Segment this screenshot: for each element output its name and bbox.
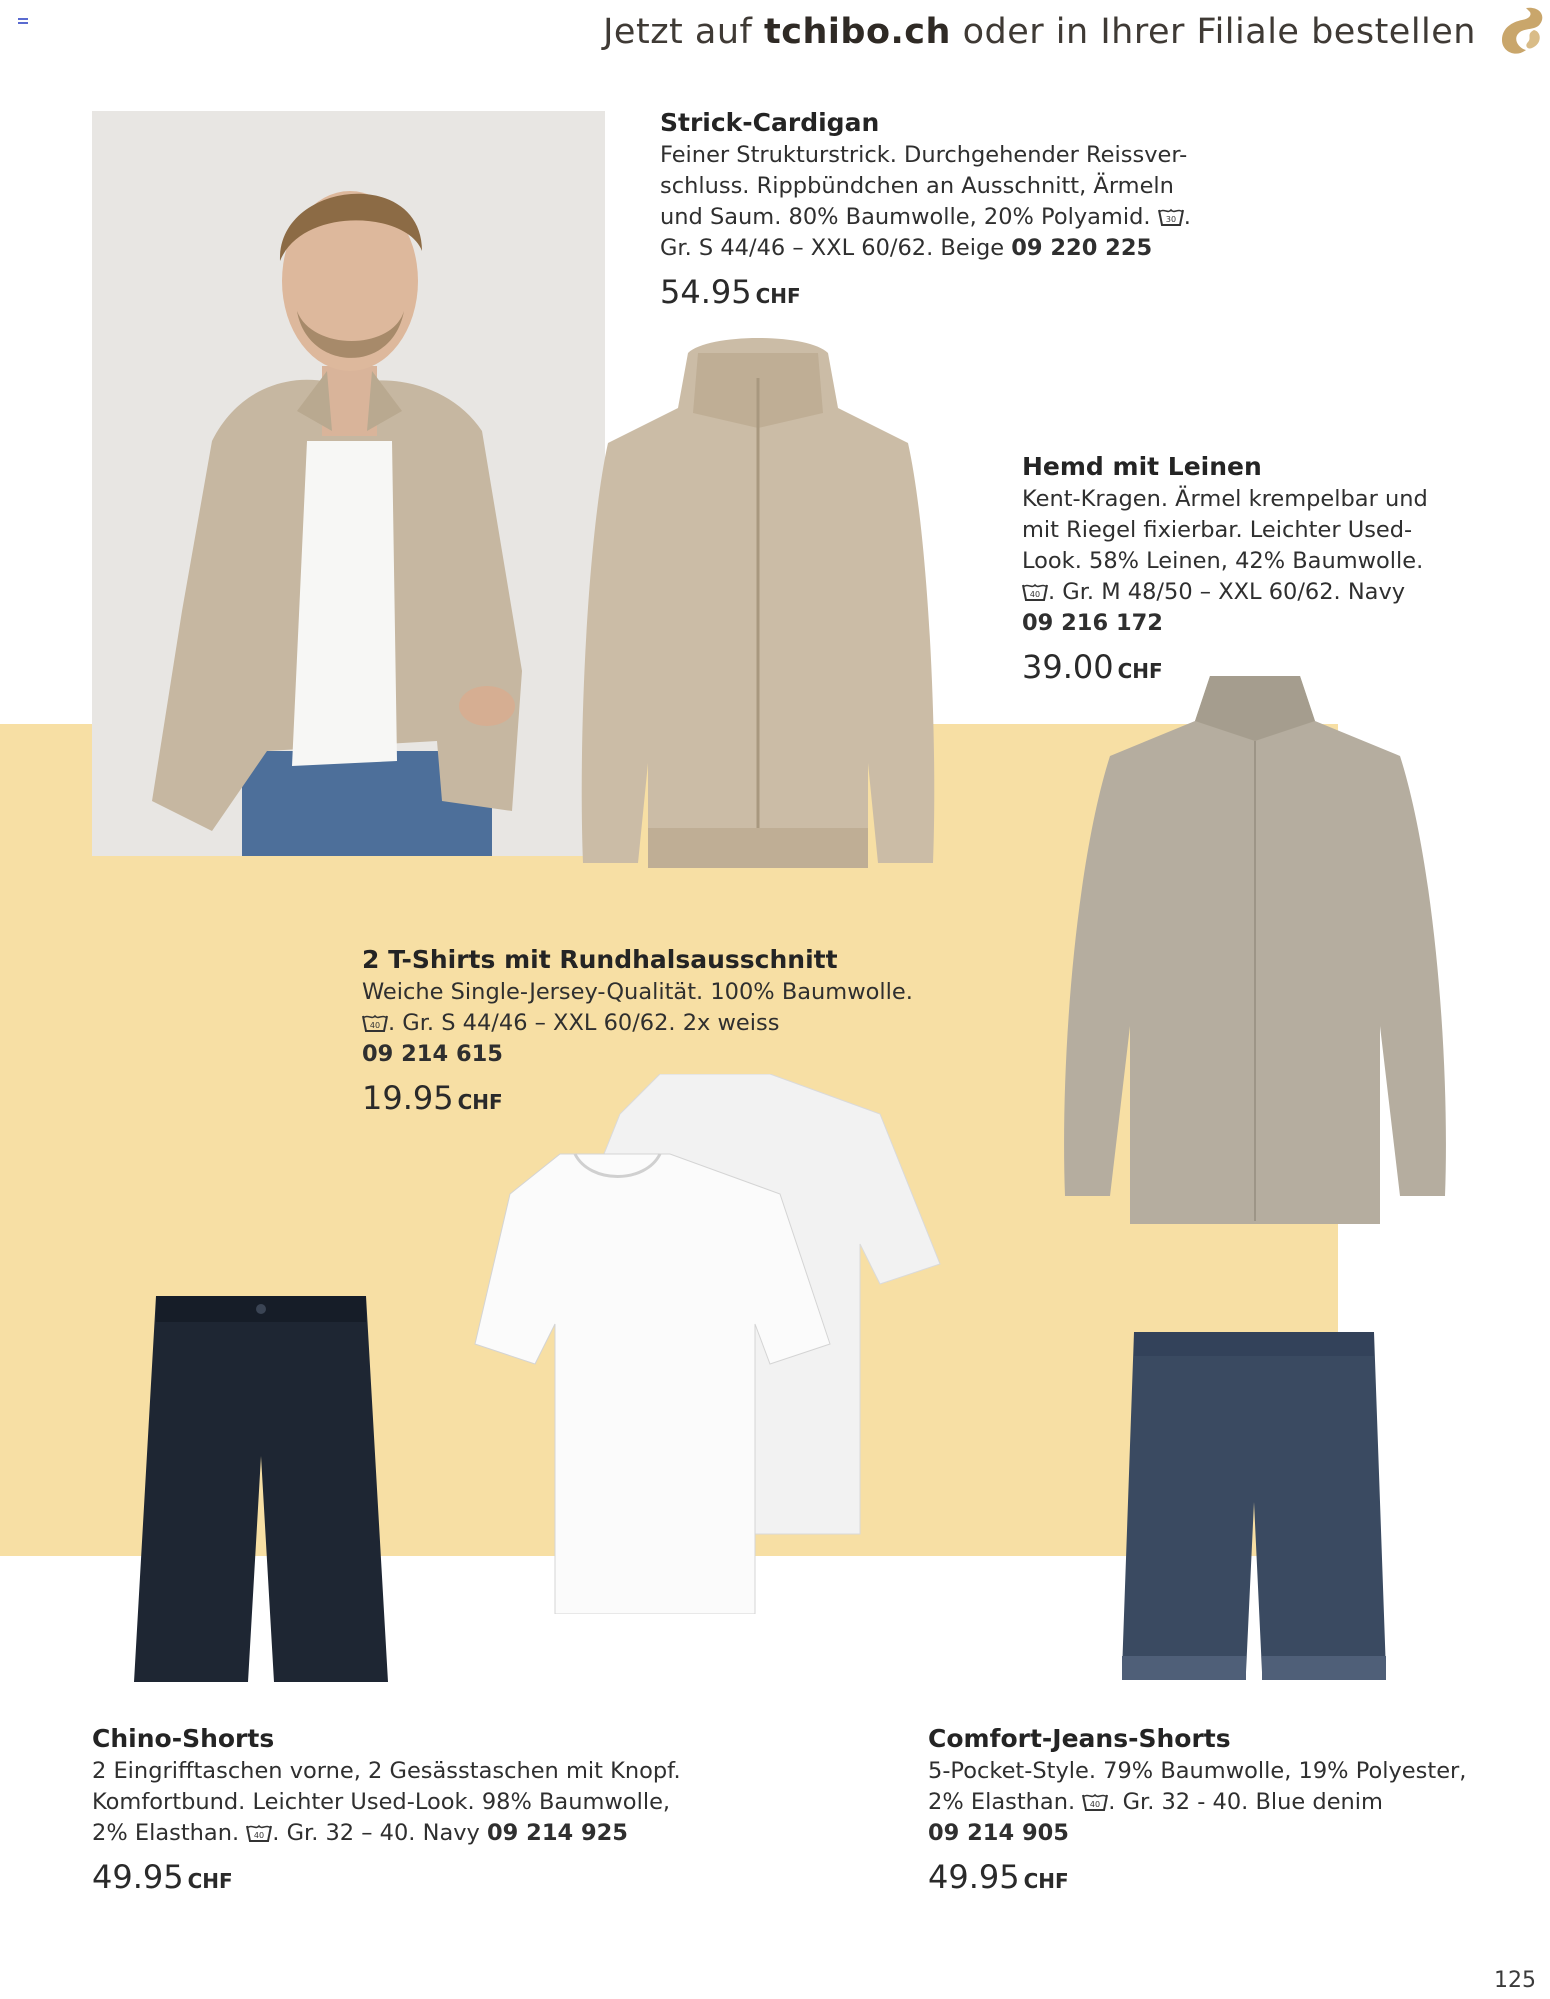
wash-40-icon	[1022, 582, 1048, 602]
wash-40-icon	[246, 1823, 272, 1843]
tshirts-product-image	[470, 1074, 950, 1614]
product-price	[928, 1853, 1528, 1905]
price-value: 39.00	[1022, 648, 1114, 686]
description-text-2: . Gr. S 44/46 – XXL 60/62. 2x weiss	[388, 1010, 780, 1036]
price-value: 54.95	[660, 273, 752, 311]
wash-40-icon	[1082, 1792, 1108, 1812]
header-prefix: Jetzt auf	[603, 12, 753, 52]
price-value: 49.95	[92, 1858, 184, 1896]
product-title: Comfort-Jeans-Shorts	[928, 1724, 1231, 1753]
cardigan-product-image	[578, 333, 938, 868]
product-shirt	[1022, 450, 1522, 695]
product-description	[1022, 484, 1522, 639]
svg-text:40: 40	[369, 1021, 381, 1030]
article-number: 09 214 905	[928, 1820, 1069, 1846]
svg-text:40: 40	[1029, 590, 1041, 599]
model-photo	[92, 111, 605, 856]
description-text-2: . Gr. 32 – 40. Navy	[272, 1820, 480, 1846]
header-suffix: oder in Ihrer Filiale bestellen	[962, 12, 1476, 52]
product-price	[92, 1853, 712, 1905]
menu-icon[interactable]	[18, 18, 28, 26]
price-value: 19.95	[362, 1079, 454, 1117]
article-number: 09 220 225	[1011, 235, 1153, 261]
page-header	[603, 12, 1476, 52]
product-chino-shorts	[92, 1722, 712, 1905]
shirt-product-image	[1060, 666, 1450, 1224]
svg-text:40: 40	[1090, 1800, 1101, 1809]
description-text: Weiche Single-Jersey-Qualität. 100% Baumwolle.	[362, 979, 913, 1005]
price-currency: CHF	[1023, 1869, 1069, 1893]
product-jeans-shorts	[928, 1722, 1528, 1905]
svg-text:30: 30	[1165, 215, 1176, 224]
product-title: Hemd mit Leinen	[1022, 452, 1262, 481]
article-number: 09 214 615	[362, 1041, 503, 1067]
svg-text:40: 40	[254, 1831, 265, 1840]
wash-30-icon	[1158, 207, 1184, 227]
article-number: 09 214 925	[487, 1820, 628, 1846]
page-number: 125	[1494, 1968, 1536, 1993]
price-value: 49.95	[928, 1858, 1020, 1896]
description-text: Kent-Kragen. Ärmel krempelbar und mit Riegel fixierbar. Leichter Used- Look. 58% Leinen, 42% Baumwolle.	[1022, 486, 1428, 574]
article-number: 09 216 172	[1022, 610, 1163, 636]
description-text: 5-Pocket-Style. 79% Baumwolle, 19% Polyester, 2% Elasthan.	[928, 1758, 1467, 1815]
jeans-shorts-product-image	[1122, 1332, 1386, 1684]
product-cardigan	[660, 106, 1220, 320]
product-title: Strick-Cardigan	[660, 108, 880, 137]
product-price	[1022, 643, 1522, 695]
product-title: Chino-Shorts	[92, 1724, 275, 1753]
product-price	[660, 268, 1220, 320]
product-description	[362, 977, 962, 1070]
price-currency: CHF	[457, 1090, 503, 1114]
description-text: 2 Eingrifftaschen vorne, 2 Gesässtaschen mit Knopf. Komfortbund. Leichter Used-Look. 98% Baumwolle, 2% Elasthan.	[92, 1758, 681, 1846]
description-text: Feiner Strukturstrick. Durchgehender Reissver- schluss. Rippbündchen an Ausschnitt, Ärmeln und Saum. 80% Baumwolle, 20% Polyamid.	[660, 142, 1188, 230]
price-currency: CHF	[755, 284, 801, 308]
chino-shorts-product-image	[134, 1296, 388, 1682]
product-tshirts	[362, 943, 962, 1126]
price-currency: CHF	[1117, 659, 1163, 683]
wash-40-icon	[362, 1013, 388, 1033]
product-description	[660, 140, 1220, 264]
description-text-2: . Gr. 32 - 40. Blue denim	[1108, 1789, 1383, 1815]
product-description	[928, 1756, 1528, 1849]
tchibo-bean-logo-icon	[1496, 4, 1548, 60]
product-price	[362, 1074, 962, 1126]
header-domain-link[interactable]: tchibo.ch	[764, 12, 951, 52]
product-title: 2 T-Shirts mit Rundhalsausschnitt	[362, 945, 838, 974]
product-description	[92, 1756, 712, 1849]
description-text-2: . Gr. S 44/46 – XXL 60/62. Beige	[660, 204, 1191, 261]
description-text-2: . Gr. M 48/50 – XXL 60/62. Navy	[1048, 579, 1406, 605]
price-currency: CHF	[187, 1869, 233, 1893]
